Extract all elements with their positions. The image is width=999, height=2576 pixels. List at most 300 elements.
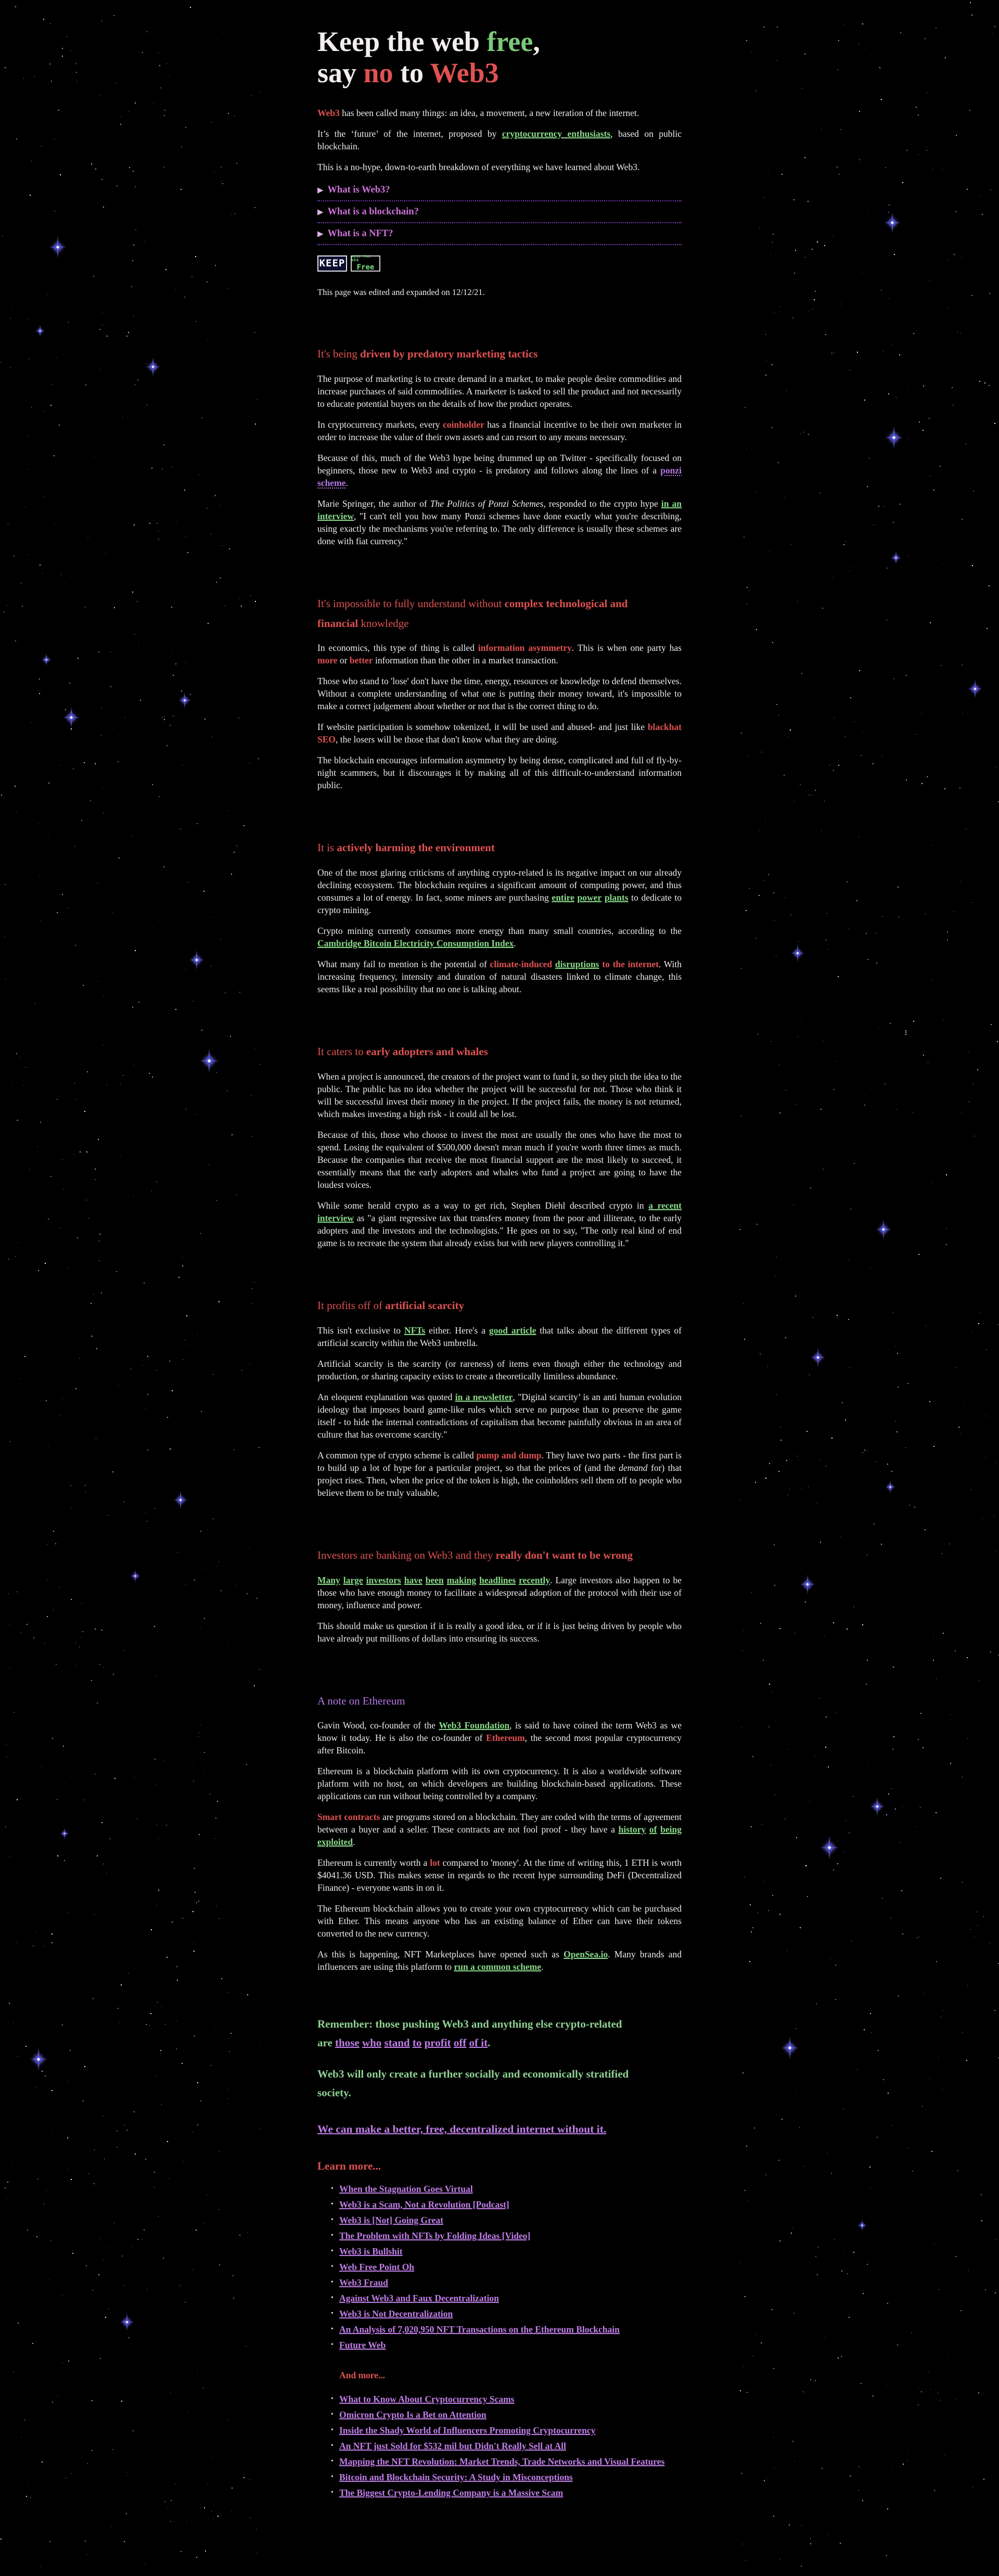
inline-link[interactable]: plants (604, 892, 629, 903)
sparkle-core (888, 1484, 893, 1490)
text-run: or (337, 655, 350, 666)
text-run: complex technological and (504, 597, 628, 610)
resource-link[interactable]: Omicron Crypto Is a Bet on Attention (339, 2410, 486, 2420)
text-run: financial (317, 617, 358, 630)
topic-section (317, 1546, 682, 1645)
italic-text: The Politics of Ponzi Schemes (430, 498, 544, 509)
resource-link[interactable]: When the Stagnation Goes Virtual (339, 2184, 473, 2195)
star-sparkle-icon (789, 944, 806, 962)
heading-line (317, 594, 682, 614)
inline-link[interactable]: making (446, 1574, 477, 1585)
paragraph (317, 721, 682, 746)
inline-link[interactable]: Cambridge Bitcoin Electricity Consumption Index (317, 938, 514, 949)
resource-link[interactable]: An NFT just Sold for $532 mil but Didn't Really Sell at All (339, 2441, 566, 2452)
inline-link[interactable]: NFTs (404, 1325, 426, 1336)
remember-heading (317, 2015, 682, 2052)
text-run: Ethereum is a blockchain platform with its own cryptocurrency. It is also a worldwide software platform with no host, on which developers are building blockchain-based applications. These applications can run without being controlled by a company. (317, 1766, 682, 1802)
text-run: The Ethereum blockchain allows you to create your own cryptocurrency which can be purchased with Ether. This means anyone who has an existing balance of Ether can have their tokens converted to the new currency. (317, 1903, 682, 1939)
and-more-label: And more... (339, 2370, 386, 2381)
sparkle-core (149, 363, 157, 370)
sparkle-core (34, 2055, 43, 2064)
red-emphasis: blackhat SEO (317, 722, 682, 745)
section-heading (317, 344, 682, 364)
text-run: An eloquent explanation was quoted (317, 1391, 455, 1402)
sparkle-core (44, 657, 49, 662)
inline-link[interactable]: cryptocurrency enthusiasts (502, 128, 611, 139)
inline-link[interactable]: exploited (317, 1837, 353, 1848)
text-run: Because of this, those who choose to invest the most are usually the ones who have the most to spend. Losing the equivalent of $500,000 doesn't mean much if you're worth three times as much. Because the companies that receive the most financial support are the most likely to succeed, it essentially means that the early adopters and whales who fund a project are going to have the loudest voices. (317, 1129, 682, 1190)
bullet-icon: • (331, 2278, 334, 2287)
star-sparkle-icon (874, 1220, 893, 1239)
resource-link[interactable]: An Analysis of 7,020,950 NFT Transactions on the Ethereum Blockchain (339, 2324, 620, 2335)
topic-section (317, 594, 682, 792)
red-emphasis: pump and dump (476, 1450, 542, 1460)
colored-text: free (486, 26, 533, 57)
inline-link[interactable]: off (453, 2036, 467, 2049)
bullet-icon: • (331, 2442, 334, 2450)
star-sparkle-icon (27, 2048, 50, 2071)
text-run: Ethereum is currently worth a (317, 1857, 430, 1868)
text-run: The purpose of marketing is to create demand in a market, to make people desire commodities and increase purchases of said commodities. A marketer is tasked to sell the product and not necessarily to educate potential buyers on the details of how the product operates. (317, 373, 682, 409)
star-sparkle-icon (817, 1836, 841, 1860)
paragraph (317, 418, 682, 443)
inline-link[interactable]: Many (317, 1574, 340, 1585)
star-sparkle-icon (177, 693, 193, 709)
resource-link[interactable]: Web3 is Not Decentralization (339, 2309, 453, 2319)
bullet-icon: • (331, 2411, 334, 2419)
text-run: . This is when one party has (571, 643, 682, 653)
inline-link[interactable]: being (660, 1824, 682, 1835)
bullet-icon: • (331, 2457, 334, 2466)
red-emphasis: Smart contracts (317, 1812, 380, 1823)
faq-details-list (317, 185, 682, 245)
sparkle-core (814, 1353, 822, 1361)
list-item (317, 2212, 682, 2228)
star-dots-faint-layer (0, 0, 1, 1)
sparkle-core (889, 433, 899, 442)
text-run: It's impossible to fully understand without (317, 597, 505, 610)
text-run: It is (317, 841, 337, 854)
list-item (317, 2423, 682, 2438)
inline-link[interactable]: in a newsletter (455, 1391, 513, 1402)
heading-line (317, 2083, 682, 2102)
resource-link[interactable]: Mapping the NFT Revolution: Market Trends, Trade Networks and Visual Features (339, 2456, 665, 2467)
text-run: society. (317, 2086, 351, 2099)
star-sparkle-icon (34, 325, 46, 337)
section-heading (317, 1296, 682, 1316)
red-emphasis: better (349, 655, 373, 666)
text-run: Marie Springer, the author of (317, 498, 430, 509)
resource-link[interactable]: What to Know About Cryptocurrency Scams (339, 2394, 515, 2405)
list-item (317, 2469, 682, 2485)
heading-line (317, 2065, 682, 2083)
star-sparkle-icon (59, 1828, 70, 1839)
text-run: A note on Ethereum (317, 1694, 405, 1707)
article-sections (317, 344, 682, 1973)
inline-link[interactable]: of (649, 1824, 657, 1835)
sparkle-core (123, 2318, 131, 2326)
text-run: to (393, 57, 430, 89)
bullet-icon: • (331, 2232, 334, 2240)
sparkle-core (873, 1802, 881, 1810)
section-heading (317, 838, 682, 858)
faq-summary-label: What is a blockchain? (327, 206, 419, 217)
paragraph (317, 1391, 682, 1441)
red-emphasis: to the internet (602, 959, 659, 970)
heading-line (317, 57, 682, 88)
resource-link[interactable]: Future Web (339, 2340, 386, 2351)
inline-link[interactable]: to (412, 2036, 422, 2049)
star-sparkle-icon (882, 426, 905, 449)
faq-summary[interactable] (317, 207, 682, 223)
text-run: artificial scarcity (385, 1299, 465, 1312)
star-sparkle-icon (129, 1570, 142, 1583)
text-run: , (533, 26, 540, 57)
text-run: knowledge (358, 617, 409, 630)
inline-link[interactable]: stand (384, 2036, 410, 2049)
list-item (317, 2181, 682, 2197)
text-run: Crypto mining currently consumes more energy than many small countries, according to the (317, 926, 682, 937)
inline-link[interactable]: of it (469, 2036, 488, 2049)
star-sparkle-icon (798, 1574, 817, 1594)
bullet-icon: • (331, 2310, 334, 2318)
text-run: This is a no-hype, down-to-earth breakdown of everything we have learned about Web3. (317, 161, 640, 172)
paragraph (317, 925, 682, 950)
outro-section (317, 2015, 682, 2521)
section-heading (317, 1546, 682, 1566)
sparkle-core (879, 1225, 888, 1234)
section-heading (317, 1691, 682, 1711)
faq-summary[interactable] (317, 185, 682, 201)
paragraph (317, 642, 682, 667)
bullet-icon: • (331, 2247, 334, 2255)
paragraph (317, 1765, 682, 1802)
text-run: Those who stand to 'lose' don't have the time, energy, resources or knowledge to defend themselves. Without a complete understanding of what one is putting their money toward, it's impossible to make a correct judgement about whether or not that is the correct thing to do. (317, 676, 682, 712)
sparkle-core (182, 697, 188, 704)
sparkle-core (825, 1843, 835, 1853)
resource-link[interactable]: Web3 is Bullshit (339, 2246, 403, 2257)
page-content (273, 0, 726, 2576)
inline-link[interactable]: who (362, 2036, 382, 2049)
star-sparkle-icon (889, 551, 903, 565)
list-item (317, 2407, 682, 2423)
text-run: , is said to have coined the term Web3 as we know it today. He is also the co-founder of (317, 1720, 682, 1744)
paragraph (317, 127, 682, 152)
heading-line (317, 1546, 682, 1566)
paragraph (317, 1070, 682, 1120)
paragraph (317, 958, 682, 995)
topic-section (317, 1042, 682, 1249)
resource-link[interactable]: Bitcoin and Blockchain Security: A Study in Misconceptions (339, 2472, 573, 2483)
star-sparkle-icon (883, 1480, 897, 1494)
triangle-marker-icon: ▶ (317, 229, 324, 238)
heading-line (317, 26, 682, 57)
heading-line (317, 344, 682, 364)
list-item (317, 2259, 682, 2275)
text-run: If website participation is somehow tokenized, it will be used and abused- and just like (317, 722, 648, 733)
text-run: that talks about the different types of artificial scarcity within the Web3 umbrella. (317, 1325, 682, 1348)
sparkle-core (53, 242, 62, 251)
topic-section (317, 1296, 682, 1499)
paragraph (317, 1129, 682, 1191)
inline-link[interactable]: OpenSea.io (563, 1949, 608, 1960)
paragraph (317, 675, 682, 712)
paragraph (317, 497, 682, 547)
text-run: . (488, 2036, 491, 2049)
section-heading (317, 594, 682, 634)
inline-link[interactable]: headlines (479, 1574, 516, 1585)
inline-link[interactable]: in an interview (317, 498, 682, 521)
bullet-icon: • (331, 2294, 334, 2302)
text-run: , based on public blockchain. (317, 128, 682, 151)
text-run: to dedicate to crypto mining. (317, 892, 682, 916)
text-run: This isn't exclusive to (317, 1325, 404, 1336)
star-sparkle-icon (40, 653, 53, 666)
text-run: really don't want to be wrong (495, 1548, 633, 1561)
resource-link[interactable]: Against Web3 and Faux Decentralization (339, 2293, 499, 2304)
more-links-list (317, 2391, 682, 2501)
inline-link[interactable]: run a common scheme (454, 1962, 542, 1972)
resource-link[interactable]: Web3 is [Not] Going Great (339, 2215, 443, 2226)
star-sparkle-icon (118, 2313, 136, 2331)
star-sparkle-icon (197, 1049, 222, 1073)
sparkle-core (62, 1831, 67, 1836)
edited-note: This page was edited and expanded on 12/12/21. (317, 287, 485, 297)
sparkle-core (860, 2223, 865, 2228)
inline-link[interactable]: Web3 Foundation (439, 1720, 510, 1731)
text-run: information than the other in a market transaction. (373, 655, 558, 666)
text-run (646, 1824, 649, 1835)
list-item (317, 2244, 682, 2259)
star-sparkle-icon (868, 1797, 887, 1816)
text-run: , "Digital scarcity’ is an anti human evolution ideology that imposes board game-like rules which serve no purpose than to preserve the game itself - to hide the internal contradictions of capitalism that become painfully obvious in an area of culture that has overcome scarcity." (317, 1391, 682, 1440)
text-run: The blockchain encourages information asymmetry by being dense, complicated and full of fly-by-night scammers, but it discourages it by making all of this difficult-to-understand information public. (317, 755, 682, 791)
better-internet-line (317, 2123, 682, 2136)
text-run: It profits off of (317, 1299, 386, 1312)
inline-link[interactable]: investors (366, 1574, 401, 1585)
sparkle-core (888, 219, 897, 227)
inline-link[interactable]: have (404, 1574, 422, 1585)
inline-link[interactable]: a recent interview (317, 1200, 682, 1223)
resource-link[interactable]: The Problem with NFTs by Folding Ideas [Video] (339, 2231, 531, 2241)
faq-item (317, 228, 682, 245)
text-run: It caters to (317, 1045, 366, 1058)
text-run: Web3 will only create a further socially and economically stratified (317, 2068, 629, 2081)
resource-link[interactable]: Web3 is a Scam, Not a Revolution [Podcast] (339, 2199, 509, 2210)
bullet-icon: • (331, 2341, 334, 2349)
star-sparkle-icon (144, 357, 163, 377)
paragraph (317, 754, 682, 791)
inline-link[interactable]: history (618, 1824, 646, 1835)
badge-free-text: Free (356, 263, 375, 272)
stratified-society-heading (317, 2065, 682, 2102)
italic-text: demand (619, 1462, 648, 1473)
text-run: Remember: those pushing Web3 and anything else crypto-related (317, 2018, 622, 2031)
inline-link[interactable]: those (335, 2036, 360, 2049)
text-run: One of the most glaring criticisms of anything crypto-related is its negative impact on our already declining ecosystem. The blockchain requires a significant amount of computing power, and thus consumes a lot of energy. In fact, some miners are purchasing (317, 867, 682, 903)
heading-line (317, 2015, 682, 2033)
text-run: It’s the ‘future’ of the internet, proposed by (317, 128, 502, 139)
list-item (317, 2228, 682, 2244)
red-emphasis: climate-induced (490, 959, 553, 970)
star-sparkle-icon (882, 212, 903, 233)
heading-line (317, 614, 682, 634)
section-heading (317, 1042, 682, 1062)
paragraph (317, 866, 682, 916)
inline-link[interactable]: been (425, 1574, 444, 1585)
triangle-marker-icon: ▶ (317, 186, 324, 195)
bullet-icon: • (331, 2395, 334, 2403)
text-run: are (317, 2036, 336, 2049)
list-item (317, 2337, 682, 2353)
text-run: say (317, 57, 364, 89)
text-run: Because of this, much of the Web3 hype being drummed up on Twitter - specifically focused on beginners, those new to Web3 and crypto - is predatory and follows along the lines of a (317, 452, 682, 476)
sparkle-core (794, 950, 801, 957)
text-run: Keep the web (317, 26, 487, 57)
text-run: A common type of crypto scheme is called (317, 1450, 477, 1460)
inline-link[interactable]: good article (489, 1325, 536, 1336)
star-sparkle-icon (60, 707, 82, 728)
text-run: , the losers will be those that don't know what they are doing. (336, 734, 559, 745)
inline-link[interactable]: profit (424, 2036, 451, 2049)
list-item (317, 2454, 682, 2469)
bullet-icon: • (331, 2473, 334, 2481)
star-sparkle-icon (966, 680, 984, 698)
heading-line (317, 1296, 682, 1316)
text-run: compared to 'money'. At the time of writing this, 1 ETH is worth $4041.36 USD. This makes sense in regards to the recent hype surrounding DeFi (Decentralized Finance) - everyone wants in on it. (317, 1857, 682, 1893)
list-item (317, 2197, 682, 2212)
paragraph (317, 1199, 682, 1249)
text-run: As this is happening, NFT Marketplaces have opened such as (317, 1949, 564, 1960)
paragraph (317, 1811, 682, 1848)
text-run: , responded to the crypto hype (543, 498, 661, 509)
bullet-icon: • (331, 2489, 334, 2497)
text-run: Investors are banking on Web3 and they (317, 1548, 496, 1561)
paragraph (317, 1620, 682, 1645)
faq-summary-label: What is a NFT? (327, 228, 393, 239)
paragraph (317, 452, 682, 489)
list-item (317, 2306, 682, 2322)
list-item (317, 2391, 682, 2407)
resource-link[interactable]: The Biggest Crypto-Lending Company is a Massive Scam (339, 2488, 563, 2498)
bullet-icon: • (331, 2185, 334, 2193)
inline-link[interactable]: disruptions (555, 959, 599, 970)
bullet-icon: • (331, 2426, 334, 2434)
badge-keep-box (317, 255, 347, 272)
inline-link[interactable]: entire (552, 892, 574, 903)
star-sparkle-icon (856, 2219, 868, 2231)
heading-line (317, 1691, 682, 1711)
list-item (317, 2485, 682, 2501)
inline-link[interactable]: ponzi scheme (317, 465, 682, 488)
red-emphasis: Ethereum (486, 1733, 525, 1744)
faq-summary-label: What is Web3? (327, 184, 390, 195)
text-run: actively harming the environment (337, 841, 495, 854)
better-internet-link[interactable]: We can make a better, free, decentralized internet without it. (317, 2123, 607, 2136)
text-run: Artificial scarcity is the scarcity (or rareness) of items even though either the technology and production, or sharing capacity exists to create a theoretically limitless abundance. (317, 1358, 682, 1381)
text-run: . Large investors also happen to be those who have enough money to facilitate a widespread adoption of the protocol with their use of money, influence and power. (317, 1574, 682, 1610)
list-item (317, 2290, 682, 2306)
sparkle-core (133, 1573, 138, 1579)
text-run: In cryptocurrency markets, every (317, 419, 443, 430)
text-run: driven by predatory marketing tactics (360, 347, 538, 360)
topic-section (317, 344, 682, 547)
badge-keep-the-web-text: KEEP THE WEB (352, 255, 371, 263)
badge-keep-text: KEEP (319, 258, 345, 270)
text-run: are programs stored on a blockchain. They are coded with the terms of agreement between a buyer and a seller. These contracts are not fool proof - they have a (317, 1812, 682, 1835)
text-run: has a financial incentive to be their own marketer in order to increase the value of their own assets and can resort to any means necessary. (317, 419, 682, 442)
text-run: . With increasing frequency, intensity and duration of natural disasters linked to climate change, this seems like a real possibility that no one is talking about. (317, 959, 682, 995)
keep-the-web-free-badge[interactable] (317, 255, 380, 272)
badge-free-box (351, 255, 380, 272)
paragraph (317, 1902, 682, 1940)
resource-link[interactable]: Web Free Point Oh (339, 2262, 415, 2273)
resource-link[interactable]: Web3 Fraud (339, 2277, 388, 2288)
sparkle-core (803, 1580, 812, 1588)
bullet-icon: • (331, 2200, 334, 2209)
faq-summary[interactable] (317, 228, 682, 245)
list-item (317, 2275, 682, 2290)
text-run: , the second most popular cryptocurrency after Bitcoin. (317, 1733, 682, 1756)
text-run: , "I can't tell you how many Ponzi schemes have done exactly what you're describing, using exactly the mechanisms you're referring to. The only difference is usually these schemes are done with fiat currency." (317, 510, 682, 546)
paragraph (317, 161, 682, 173)
bullet-icon: • (331, 2216, 334, 2224)
sparkle-core (785, 2043, 795, 2053)
star-sparkle-icon (187, 950, 207, 970)
star-sparkle-icon (809, 1348, 828, 1367)
topic-section (317, 1691, 682, 1973)
list-item (317, 2438, 682, 2454)
text-run: What many fail to mention is the potential of (317, 959, 490, 970)
red-emphasis: lot (430, 1857, 440, 1868)
text-run: This should make us question if it is really a good idea, or if it is just being driven by people who have already put millions of dollars into ensuring its success. (317, 1620, 682, 1644)
inline-link[interactable]: recently (519, 1574, 550, 1585)
sparkle-core (204, 1056, 214, 1066)
text-run: In economics, this type of thing is called (317, 643, 478, 653)
resource-link[interactable]: Inside the Shady World of Influencers Promoting Cryptocurrency (339, 2425, 596, 2436)
text-run: . (353, 1837, 355, 1848)
colored-text: Web3 (430, 57, 499, 89)
paragraph (317, 373, 682, 410)
paragraph (317, 1357, 682, 1382)
learn-more-heading: Learn more... (317, 2160, 381, 2173)
text-run: for) that project rises. Then, when the price of the token is high, the coinholders sell them off to people who believe them to be truly valuable, (317, 1462, 682, 1498)
sparkle-core (37, 328, 43, 334)
star-sparkle-icon (172, 1491, 190, 1509)
paragraph (317, 1948, 682, 1973)
sparkle-core (177, 1496, 184, 1504)
paragraph (317, 1574, 682, 1611)
text-run: as "a giant regressive tax that transfers money from the poor and illiterate, to the early adopters and the investors and the technologists." He goes on to say, "The only real kind of end game is to recreate the system that already exists but with new players controlling it." (317, 1212, 682, 1248)
bullet-icon: • (331, 2325, 334, 2334)
page-title (317, 26, 682, 89)
sparkle-core (971, 685, 979, 693)
inline-link[interactable]: power (577, 892, 602, 903)
star-sparkle-icon (47, 236, 69, 258)
text-run: has been called many things: an idea, a movement, a new iteration of the internet. (339, 107, 639, 118)
heading-line (317, 2033, 682, 2052)
topic-section (317, 838, 682, 995)
red-emphasis: more (317, 655, 338, 666)
heading-line (317, 1042, 682, 1062)
text-run: . (514, 938, 516, 949)
text-run: While some herald crypto as a way to get rich, Stephen Diehl described crypto in (317, 1200, 649, 1211)
colored-text: no (363, 57, 393, 89)
text-run: either. Here's a (425, 1325, 489, 1336)
red-emphasis: coinholder (443, 419, 484, 430)
faq-item (317, 185, 682, 201)
inline-link[interactable]: large (343, 1574, 363, 1585)
